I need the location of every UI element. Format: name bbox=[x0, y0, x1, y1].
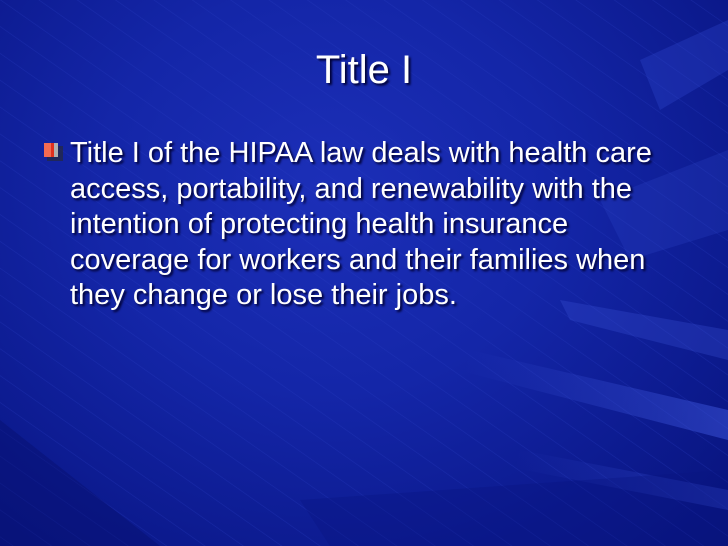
bullet-text: Title I of the HIPAA law deals with health care access, portability, and renewability with the intention of protecting health insurance coverage for workers and their families when they change or lose their jobs. bbox=[70, 137, 652, 311]
square-bullet-icon bbox=[44, 143, 64, 161]
slide-title: Title I bbox=[315, 48, 413, 92]
bullet-item bbox=[44, 136, 684, 314]
bullet-list bbox=[44, 136, 684, 314]
